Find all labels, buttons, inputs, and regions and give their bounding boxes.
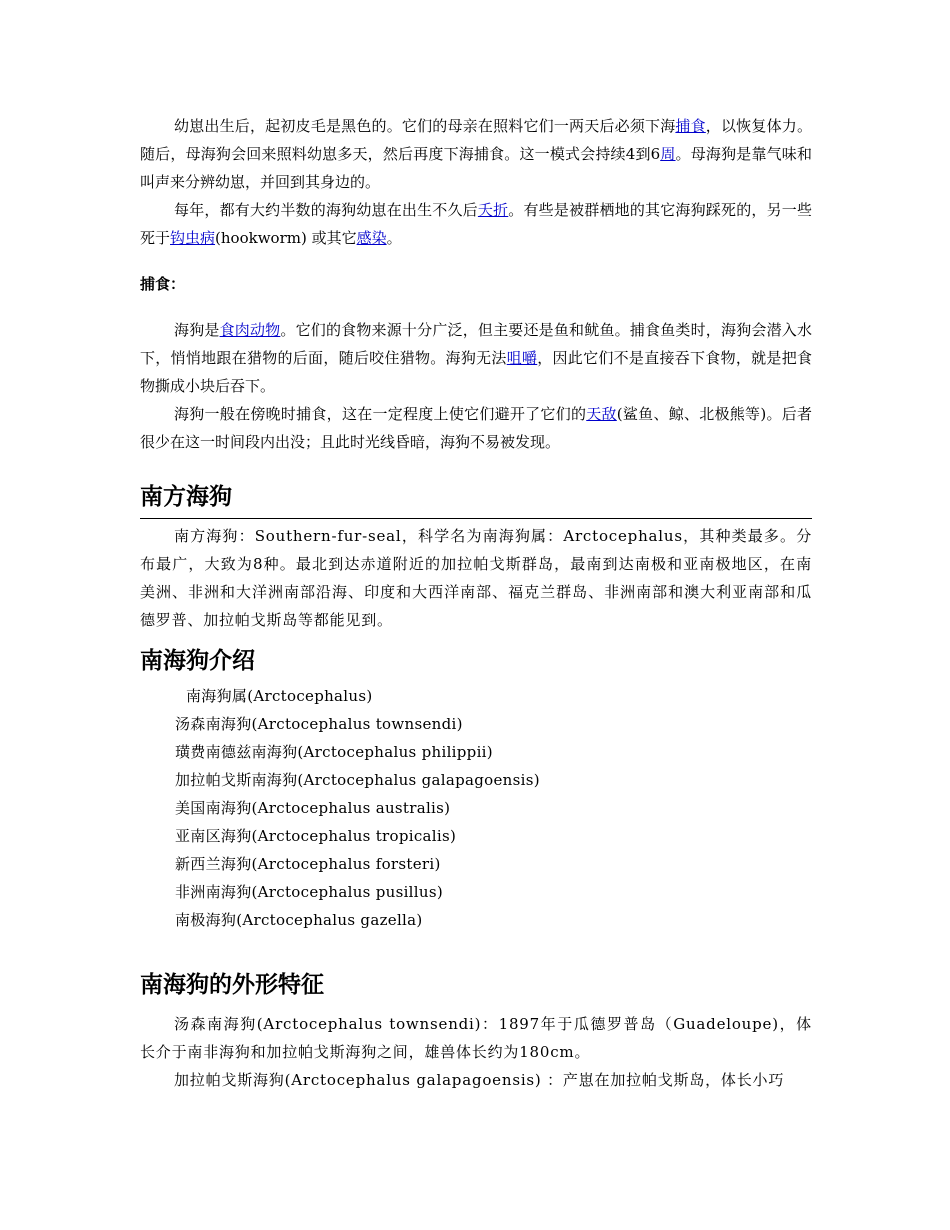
text: ，因此它们不是直接吞下食物，就是把食物撕成小块后吞下。 [140,349,812,395]
link-hunting[interactable]: 捕食 [675,117,706,135]
species-item: 非洲南海狗(Arctocephalus pusillus) [175,883,443,901]
heading-hunting: 捕食： [140,275,186,293]
species-item: 美国南海狗(Arctocephalus australis) [175,799,451,817]
text: (鲨鱼、鲸、北极熊等)。后者很少在这一时间段内出没；且此时光线昏暗，海狗不易被发现。 [140,405,812,451]
heading-southern-fur-seal: 南方海狗 [140,484,232,510]
species-item: 加拉帕戈斯南海狗(Arctocephalus galapagoensis) [175,771,540,789]
paragraph-hunting-time [140,400,812,456]
link-hookworm[interactable]: 钩虫病 [170,229,216,247]
species-item: 汤森南海狗(Arctocephalus townsendi) [175,715,463,733]
link-week[interactable]: 周 [660,145,676,163]
text: (hookworm) 或其它 [215,229,357,247]
document-page [140,112,812,1094]
text: 。母海狗是靠气味和叫声来分辨幼崽，并回到其身边的。 [140,145,812,191]
link-early-death[interactable]: 夭折 [477,201,509,219]
divider [140,518,812,519]
link-chew[interactable]: 咀嚼 [506,349,538,367]
species-item: 亚南区海狗(Arctocephalus tropicalis) [175,827,457,845]
genus-line: 南海狗属(Arctocephalus) [186,687,373,705]
text: ，以恢复体力。随后，母海狗会回来照料幼崽多天，然后再度下海捕食。这一模式会持续4到6 [140,117,812,163]
species-item: 新西兰海狗(Arctocephalus forsteri) [175,855,441,873]
text: 每年，都有大约半数的海狗幼崽在出生不久后 [174,201,478,219]
text: 。有些是被群栖地的其它海狗踩死的，另一些死于 [140,201,812,247]
link-carnivore[interactable]: 食肉动物 [219,321,281,339]
text: 海狗一般在傍晚时捕食，这在一定程度上使它们避开了它们的 [174,405,587,423]
paragraph-townsendi: 汤森南海狗(Arctocephalus townsendi)：1897年于瓜德罗普岛（Guadeloupe)，体长介于南非海狗和加拉帕戈斯海狗之间，雄兽体长约为180cm。 [140,1015,812,1061]
paragraph-diet [140,316,812,400]
paragraph-pup-birth [140,112,812,196]
species-item: 南极海狗(Arctocephalus gazella) [175,911,423,929]
text: 。它们的食物来源十分广泛，但主要还是鱼和鱿鱼。捕食鱼类时，海狗会潜入水下，悄悄地跟在猎物的后面，随后咬住猎物。海狗无法 [140,321,812,367]
paragraph-galapagoensis: 加拉帕戈斯海狗(Arctocephalus galapagoensis) ：产崽在加拉帕戈斯岛，体长小巧 [174,1071,785,1089]
text: 海狗是 [174,321,220,339]
link-predator[interactable]: 天敌 [586,405,617,423]
text: 。 [386,229,402,247]
text: 幼崽出生后，起初皮毛是黑色的。它们的母亲在照料它们一两天后必须下海 [174,117,676,135]
heading-southern-intro: 南海狗介绍 [140,648,255,674]
paragraph-southern-overview: 南方海狗：Southern-fur-seal，科学名为南海狗属：Arctocephalus，其种类最多。分布最广，大致为8种。最北到达赤道附近的加拉帕戈斯群岛，最南到达南极和亚南极地区，在南美洲、非洲和大洋洲南部沿海、印度和大西洋南部、福克兰群岛、非洲南部和澳大利亚南部和瓜德罗普、加拉帕戈斯岛等都能见到。 [140,527,812,629]
link-infection[interactable]: 感染 [356,229,387,247]
heading-features: 南海狗的外形特征 [140,972,324,998]
species-item: 璜费南德兹南海狗(Arctocephalus philippii) [175,743,493,761]
paragraph-pup-mortality [140,196,812,252]
